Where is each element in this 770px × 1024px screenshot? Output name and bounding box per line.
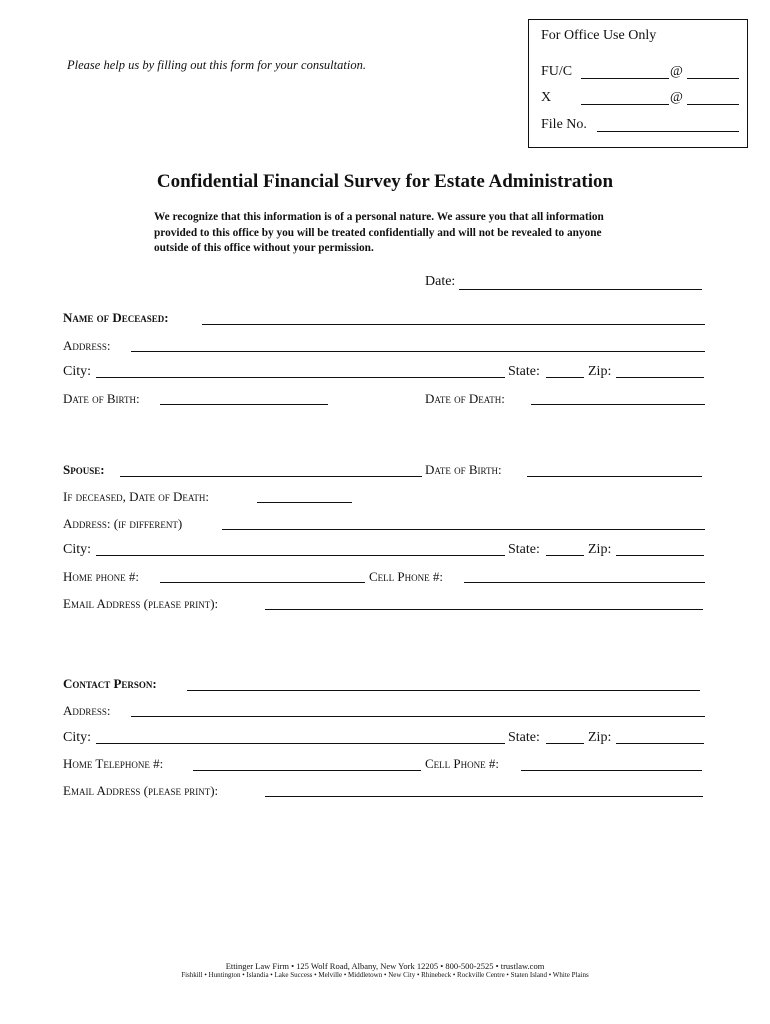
name-of-deceased-label: Name of Deceased: (63, 310, 169, 325)
fuc-at-field[interactable] (687, 78, 739, 79)
file-no-field[interactable] (597, 131, 739, 132)
contact-person-label: Contact Person: (63, 676, 157, 691)
confidentiality-notice: We recognize that this information is of a personal nature. We assure you that all information provided to this office by you will be treated confidentially and will not be revealed to anyone outside of this office without your permission. (154, 211, 604, 254)
contact-city-label: City: (63, 730, 92, 745)
contact-zip-field[interactable] (616, 743, 704, 744)
contact-cell-phone-label: Cell Phone #: (425, 756, 500, 771)
form-title: Confidential Financial Survey for Estate Administration (156, 171, 614, 192)
x-at-field[interactable] (687, 104, 739, 105)
spouse-cell-phone-label: Cell Phone #: (369, 569, 444, 584)
deceased-state-field[interactable] (546, 377, 584, 378)
date-label: Date: (425, 274, 456, 289)
spouse-cell-phone-field[interactable] (464, 582, 705, 583)
deceased-zip-field[interactable] (616, 377, 704, 378)
x-field[interactable] (581, 104, 669, 105)
deceased-dob-field[interactable] (160, 404, 328, 405)
spouse-state-field[interactable] (546, 555, 584, 556)
fuc-at-sign: @ (670, 64, 683, 79)
footer-offices: Fishkill • Huntington • Islandia • Lake Success • Melville • Middletown • New City • Rhinebeck • Rockville Centre • Staten Island • White Plains (181, 971, 589, 979)
spouse-address-field[interactable] (222, 529, 705, 530)
spouse-email-label: Email Address (please print): (63, 596, 219, 611)
contact-state-field[interactable] (546, 743, 584, 744)
file-no-label: File No. (541, 117, 587, 132)
contact-address-field[interactable] (131, 716, 705, 717)
contact-home-telephone-label: Home Telephone #: (63, 756, 164, 771)
spouse-dod-field[interactable] (257, 502, 352, 503)
spouse-email-field[interactable] (265, 609, 703, 610)
x-at-sign: @ (670, 90, 683, 105)
deceased-zip-label: Zip: (588, 364, 612, 379)
spouse-city-label: City: (63, 542, 92, 557)
contact-city-field[interactable] (96, 743, 505, 744)
contact-email-field[interactable] (265, 796, 703, 797)
deceased-dod-field[interactable] (531, 404, 705, 405)
fuc-label: FU/C (541, 64, 573, 79)
deceased-dod-label: Date of Death: (425, 391, 505, 406)
name-of-deceased-field[interactable] (202, 324, 705, 325)
contact-person-field[interactable] (187, 690, 700, 691)
spouse-home-phone-label: Home phone #: (63, 569, 140, 584)
footer-address: Ettinger Law Firm • 125 Wolf Road, Albany, New York 12205 • 800-500-2525 • trustlaw.com (225, 961, 545, 971)
intro-text: Please help us by filling out this form for your consultation. (67, 58, 366, 72)
contact-state-label: State: (508, 730, 540, 745)
spouse-name-field[interactable] (120, 476, 422, 477)
deceased-state-label: State: (508, 364, 540, 379)
fuc-field[interactable] (581, 78, 669, 79)
contact-address-label: Address: (63, 703, 111, 718)
spouse-zip-field[interactable] (616, 555, 704, 556)
spouse-city-field[interactable] (96, 555, 505, 556)
spouse-zip-label: Zip: (588, 542, 612, 557)
spouse-dod-label: If deceased, Date of Death: (63, 489, 209, 504)
deceased-address-field[interactable] (131, 351, 705, 352)
deceased-address-label: Address: (63, 338, 111, 353)
deceased-dob-label: Date of Birth: (63, 391, 140, 406)
spouse-dob-label: Date of Birth: (425, 462, 502, 477)
spouse-label: Spouse: (63, 462, 105, 477)
spouse-address-label: Address: (if different) (63, 516, 183, 531)
deceased-city-label: City: (63, 364, 92, 379)
contact-home-telephone-field[interactable] (193, 770, 421, 771)
contact-cell-phone-field[interactable] (521, 770, 702, 771)
date-field[interactable] (459, 289, 702, 290)
spouse-state-label: State: (508, 542, 540, 557)
office-use-title: For Office Use Only (541, 28, 657, 43)
spouse-home-phone-field[interactable] (160, 582, 365, 583)
x-label: X (541, 90, 552, 105)
deceased-city-field[interactable] (96, 377, 505, 378)
office-use-box (528, 19, 748, 148)
spouse-dob-field[interactable] (527, 476, 702, 477)
contact-zip-label: Zip: (588, 730, 612, 745)
contact-email-label: Email Address (please print): (63, 783, 219, 798)
